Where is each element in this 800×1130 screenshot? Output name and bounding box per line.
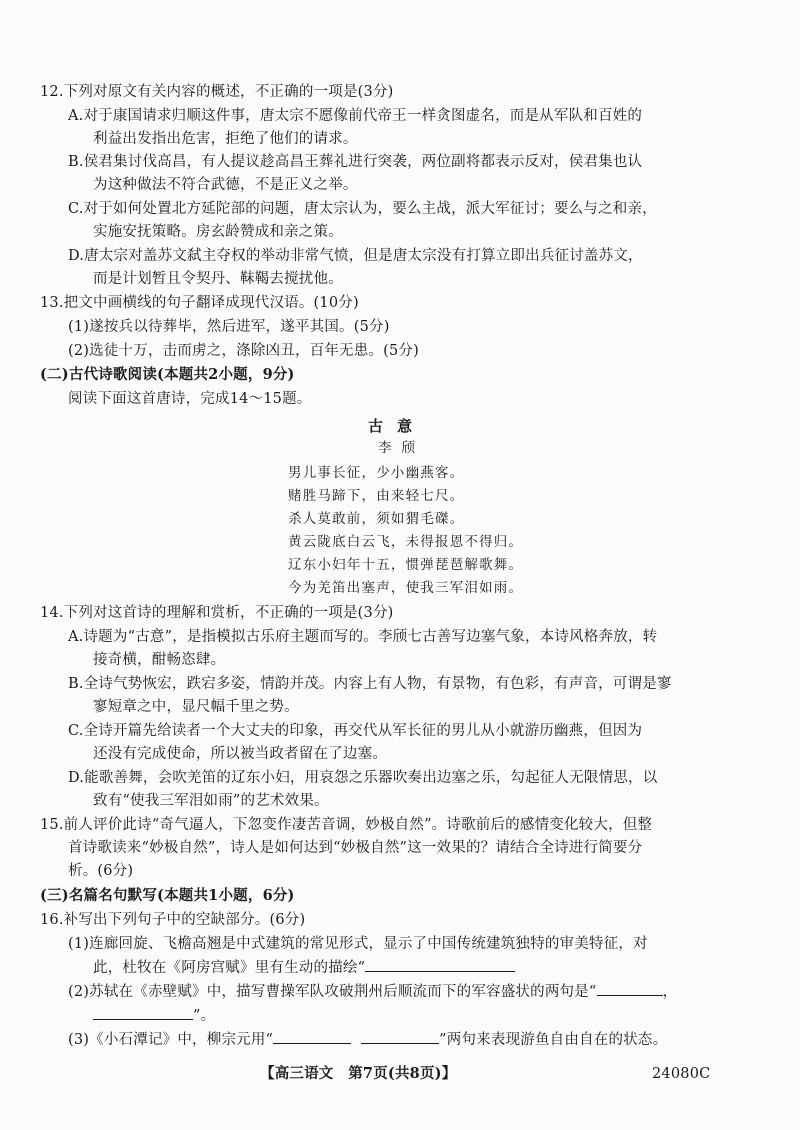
q16-item3-line: [68, 1029, 667, 1050]
q13-sentence-1: (1)遂按兵以待葬毕，然后进军，遂平其国。(5分): [68, 319, 390, 335]
section-2-instruction: 阅读下面这首唐诗，完成14～15题。: [68, 391, 312, 407]
fill-blank-5: [361, 1029, 439, 1044]
poem-line: 黄云陇底白云飞，未得报恩不得归。: [288, 534, 524, 550]
q16-item2-line1: [68, 981, 677, 1002]
paper-code: 24080C: [652, 1066, 711, 1082]
q16-item3-open: (3)《小石潭记》中，柳宗元用“: [68, 1032, 274, 1048]
fill-blank-1: [365, 957, 515, 972]
q16-item2-close: ”。: [193, 1008, 216, 1024]
poem-line: 杀人莫敢前，须如猬毛磔。: [288, 511, 465, 527]
poem-title: 古意: [368, 417, 427, 435]
q16-item2-line2: [93, 1005, 215, 1026]
poem-line: 今为羌笛出塞声，使我三军泪如雨。: [288, 580, 524, 596]
q15-line2: 首诗歌读来“妙极自然”，诗人是如何达到“妙极自然”这一效果的？请结合全诗进行简要分: [68, 840, 643, 856]
q16-item3-close: ”两句来表现游鱼自由自在的状态。: [439, 1032, 668, 1048]
q16-item1-text: 此，杜牧在《阿房宫赋》里有生动的描绘“: [93, 960, 366, 976]
q14-option-c-line2: 还没有完成使命，所以被当政者留在了边塞。: [93, 746, 387, 762]
fill-blank-3: [93, 1005, 193, 1020]
q16-item1-line2: [93, 957, 515, 978]
q14-stem: 14.下列对这首诗的理解和赏析，不正确的一项是(3分): [40, 605, 394, 621]
q14-option-b-line2: 寥短章之中，显尺幅千里之势。: [93, 699, 299, 715]
q12-option-a-line2: 利益出发指出危害，拒绝了他们的请求。: [93, 131, 358, 147]
q12-option-c-line1: C.对于如何处置北方延陀部的问题，唐太宗认为，要么主战，派大军征讨；要么与之和亲，: [68, 201, 657, 217]
q12-option-b-line2: 为这种做法不符合武德，不是正义之举。: [93, 177, 358, 193]
section-3-heading: (三)名篇名句默写(本题共1小题，6分): [40, 887, 295, 904]
q12-option-b-line1: B.侯君集讨伐高昌，有人提议趁高昌王葬礼进行突袭，两位副将都表示反对，侯君集也认: [68, 154, 643, 170]
q12-option-c-line2: 实施安抚策略。房玄龄赞成和亲之策。: [93, 224, 343, 240]
q16-item1-line1: (1)连廊回旋、飞檐高翘是中式建筑的常见形式，显示了中国传统建筑独特的审美特征，对: [68, 936, 648, 952]
q12-option-a-line1: A.对于康国请求归顺这件事，唐太宗不愿像前代帝王一样贪图虚名，而是从军队和百姓的: [68, 108, 643, 124]
fill-blank-2: [597, 981, 663, 996]
q13-sentence-2: (2)选徒十万，击而虏之，涤除凶丑，百年无患。(5分): [68, 343, 419, 359]
page-footer: 【高三语文 第7页(共8页)】: [260, 1065, 457, 1082]
q14-option-b-line1: B.全诗气势恢宏，跌宕多姿，情韵并茂。内容上有人物，有景物，有色彩，有声音，可谓是寥: [68, 676, 672, 692]
poem-line: 赌胜马蹄下，由来轻七尺。: [288, 488, 465, 504]
q14-option-d-line1: D.能歌善舞，会吹羌笛的辽东小妇，用哀怨之乐器吹奏出边塞之乐，勾起征人无限情思，以: [68, 770, 658, 786]
section-2-heading: (二)古代诗歌阅读(本题共2小题，9分): [40, 366, 295, 383]
q12-option-d-line1: D.唐太宗对盖苏文弑主夺权的举动非常气愤，但是唐太宗没有打算立即出兵征讨盖苏文，: [68, 248, 643, 264]
poem-author: 李颀: [378, 440, 425, 456]
q14-option-a-line2: 接奇横，酣畅恣肆。: [93, 652, 226, 668]
q12-stem: 12.下列对原文有关内容的概述，不正确的一项是(3分): [40, 84, 394, 100]
q15-line1: 15.前人评价此诗“奇气逼人，下忽变作凄苦音调，妙极自然”。诗歌前后的感情变化较大，但整: [40, 817, 653, 833]
fill-blank-4: [273, 1029, 351, 1044]
q16-item2-text: (2)苏轼在《赤壁赋》中，描写曹操军队攻破荆州后顺流而下的军容盛状的两句是“: [68, 984, 597, 1000]
q12-option-d-line2: 而是计划暂且令契丹、靺鞨去搅扰他。: [93, 271, 343, 287]
poem-line: 辽东小妇年十五，惯弹琵琶解歌舞。: [288, 557, 524, 573]
q14-option-d-line2: 致有“使我三军泪如雨”的艺术效果。: [93, 793, 329, 809]
q16-item2-comma: ，: [662, 984, 678, 1000]
q14-option-c-line1: C.全诗开篇先给读者一个大丈夫的印象，再交代从军长征的男儿从小就游历幽燕，但因为: [68, 723, 643, 739]
q14-option-a-line1: A.诗题为“古意”，是指模拟古乐府主题而写的。李颀七古善写边塞气象，本诗风格奔放，转: [68, 629, 658, 645]
q16-stem: 16.补写出下列句子中的空缺部分。(6分): [40, 912, 306, 928]
poem-line: 男儿事长征，少小幽燕客。: [288, 465, 465, 481]
q15-line3: 析。(6分): [68, 863, 134, 879]
q13-stem: 13.把文中画横线的句子翻译成现代汉语。(10分): [40, 295, 359, 311]
